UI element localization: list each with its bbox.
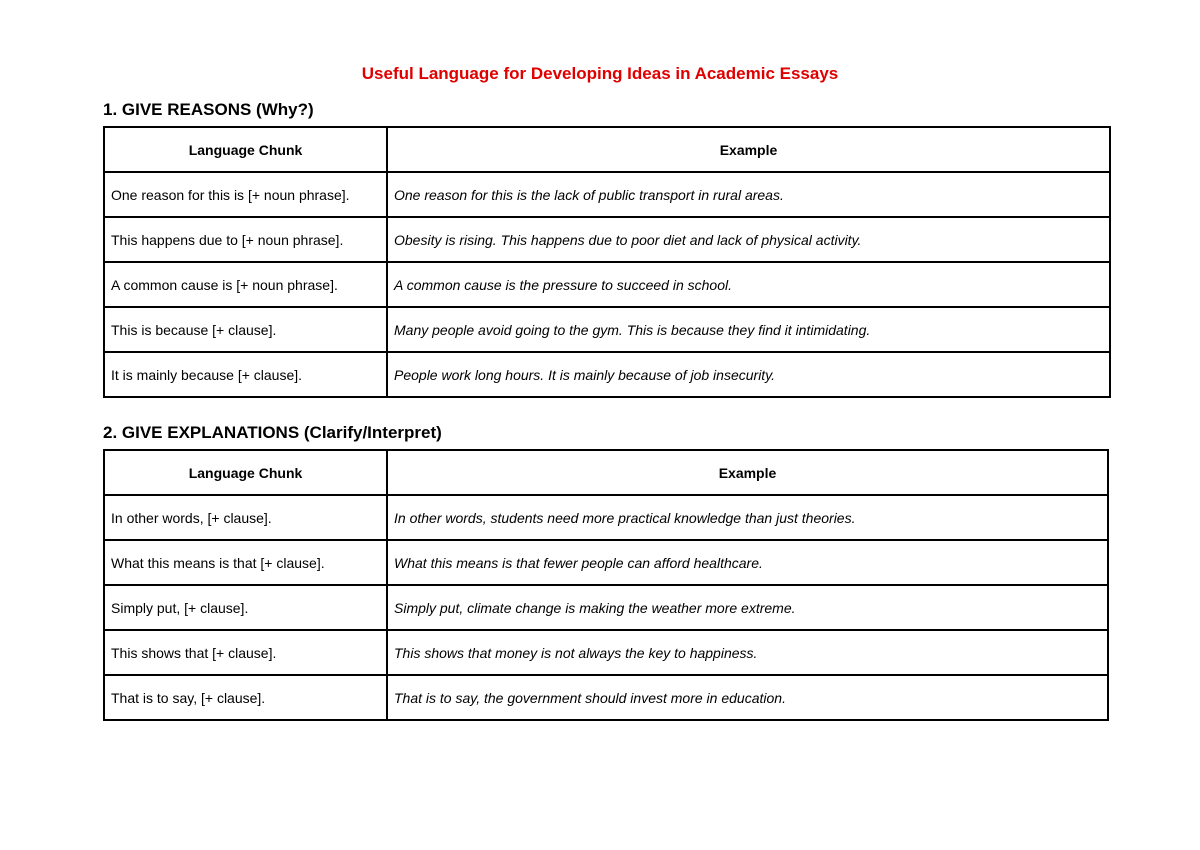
example-cell: People work long hours. It is mainly because of job insecurity. (387, 352, 1110, 397)
example-cell: A common cause is the pressure to succeed in school. (387, 262, 1110, 307)
table-row (104, 172, 1110, 217)
example-cell: Simply put, climate change is making the weather more extreme. (387, 585, 1108, 630)
language-chunk-cell: A common cause is [+ noun phrase]. (104, 262, 387, 307)
table-row (104, 540, 1108, 585)
example-cell: What this means is that fewer people can afford healthcare. (387, 540, 1108, 585)
language-chunk-cell: It is mainly because [+ clause]. (104, 352, 387, 397)
header-language-chunk: Language Chunk (104, 127, 387, 172)
header-example: Example (387, 450, 1108, 495)
section-heading-reasons: 1. GIVE REASONS (Why?) (103, 100, 314, 119)
example-cell: This shows that money is not always the key to happiness. (387, 630, 1108, 675)
header-language-chunk: Language Chunk (104, 450, 387, 495)
language-chunk-cell: This is because [+ clause]. (104, 307, 387, 352)
language-chunk-cell: Simply put, [+ clause]. (104, 585, 387, 630)
example-cell: One reason for this is the lack of public transport in rural areas. (387, 172, 1110, 217)
table-row (104, 675, 1108, 720)
reasons-table (103, 126, 1111, 398)
table-row (104, 217, 1110, 262)
table-row (104, 352, 1110, 397)
example-cell: That is to say, the government should invest more in education. (387, 675, 1108, 720)
language-chunk-cell: What this means is that [+ clause]. (104, 540, 387, 585)
table-row (104, 495, 1108, 540)
table-row (104, 307, 1110, 352)
header-example: Example (387, 127, 1110, 172)
example-cell: Obesity is rising. This happens due to poor diet and lack of physical activity. (387, 217, 1110, 262)
example-cell: In other words, students need more practical knowledge than just theories. (387, 495, 1108, 540)
language-chunk-cell: One reason for this is [+ noun phrase]. (104, 172, 387, 217)
language-chunk-cell: In other words, [+ clause]. (104, 495, 387, 540)
section-heading-explanations: 2. GIVE EXPLANATIONS (Clarify/Interpret) (103, 423, 442, 442)
explanations-table (103, 449, 1109, 721)
table-header-row (104, 450, 1108, 495)
language-chunk-cell: That is to say, [+ clause]. (104, 675, 387, 720)
table-row (104, 262, 1110, 307)
document-title: Useful Language for Developing Ideas in Academic Essays (361, 64, 839, 83)
reasons-table-body (104, 127, 1110, 397)
table-row (104, 630, 1108, 675)
table-row (104, 585, 1108, 630)
explanations-table-body (104, 450, 1108, 720)
language-chunk-cell: This shows that [+ clause]. (104, 630, 387, 675)
language-chunk-cell: This happens due to [+ noun phrase]. (104, 217, 387, 262)
example-cell: Many people avoid going to the gym. This is because they find it intimidating. (387, 307, 1110, 352)
table-header-row (104, 127, 1110, 172)
